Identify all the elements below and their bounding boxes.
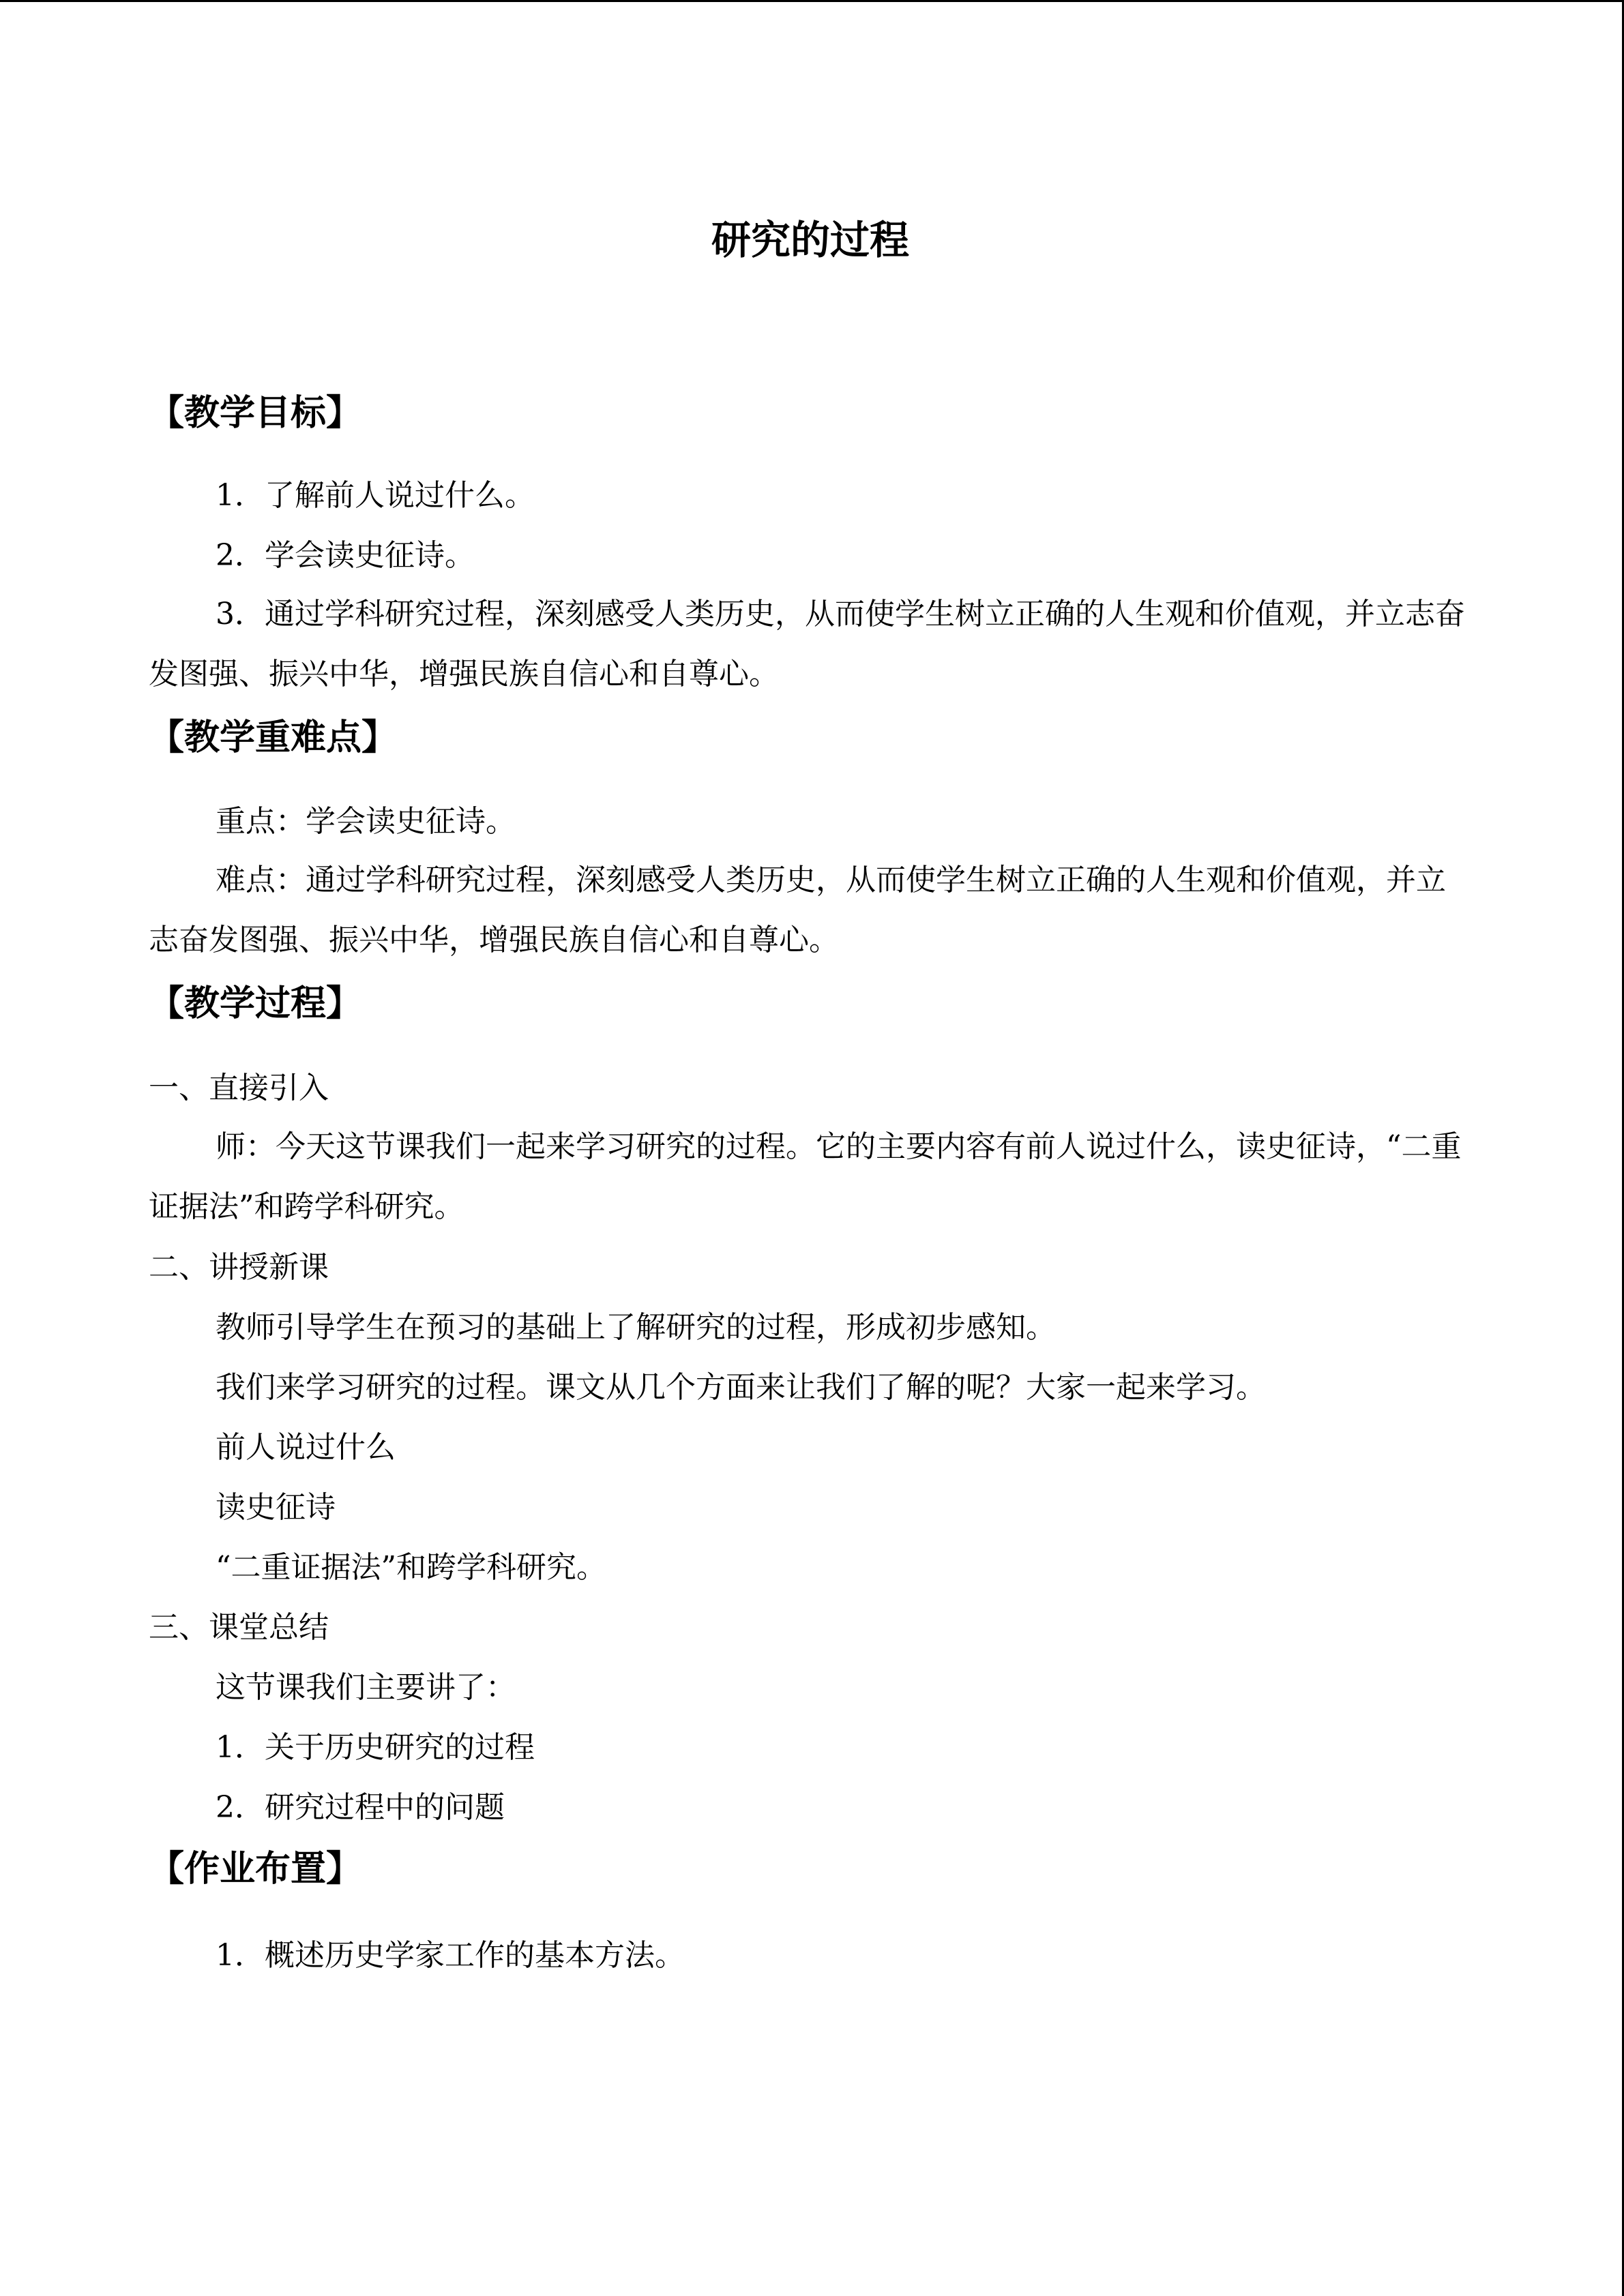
- section-new-lesson-heading: 二、讲授新课: [149, 1250, 329, 1285]
- new-lesson-line-3: 前人说过什么: [216, 1430, 396, 1465]
- section-summary-heading: 三、课堂总结: [149, 1610, 329, 1645]
- key-point-difficulty: 难点：通过学科研究过程，深刻感受人类历史，从而使学生树立正确的人生观和价值观，并立志奋发图强、振兴中华，增强民族自信心和自尊心。: [149, 863, 1446, 957]
- new-lesson-line-5: “二重证据法”和跨学科研究。: [216, 1550, 606, 1585]
- new-lesson-line-4: 读史征诗: [216, 1490, 336, 1525]
- summary-line-1: 这节课我们主要讲了：: [216, 1670, 516, 1705]
- new-lesson-line-2: 我们来学习研究的过程。课文从几个方面来让我们了解的呢？大家一起来学习。: [216, 1370, 1266, 1405]
- document-title: 研究的过程: [711, 217, 909, 263]
- heading-teaching-goals: 【教学目标】: [149, 393, 362, 434]
- key-point-focus: 重点：学会读史征诗。: [216, 804, 516, 839]
- heading-homework: 【作业布置】: [149, 1849, 362, 1890]
- heading-key-points: 【教学重难点】: [149, 717, 398, 758]
- section-intro-heading: 一、直接引入: [149, 1071, 329, 1105]
- summary-line-3: 2．研究过程中的问题: [216, 1790, 505, 1825]
- goal-item-2: 2．学会读史征诗。: [216, 538, 475, 573]
- heading-teaching-process: 【教学过程】: [149, 983, 362, 1024]
- page-border-top: [0, 0, 1624, 2]
- goal-item-3: 3．通过学科研究过程，深刻感受人类历史，从而使学生树立正确的人生观和价值观，并立志奋发图强、振兴中华，增强民族自信心和自尊心。: [149, 597, 1465, 691]
- section-intro-text: 师：今天这节课我们一起来学习研究的过程。它的主要内容有前人说过什么，读史征诗，“二重证据法”和跨学科研究。: [149, 1129, 1462, 1224]
- new-lesson-line-1: 教师引导学生在预习的基础上了解研究的过程，形成初步感知。: [216, 1310, 1056, 1345]
- goal-item-1: 1．了解前人说过什么。: [216, 478, 535, 513]
- summary-line-2: 1．关于历史研究的过程: [216, 1730, 535, 1765]
- homework-item-1: 1．概述历史学家工作的基本方法。: [216, 1938, 685, 1973]
